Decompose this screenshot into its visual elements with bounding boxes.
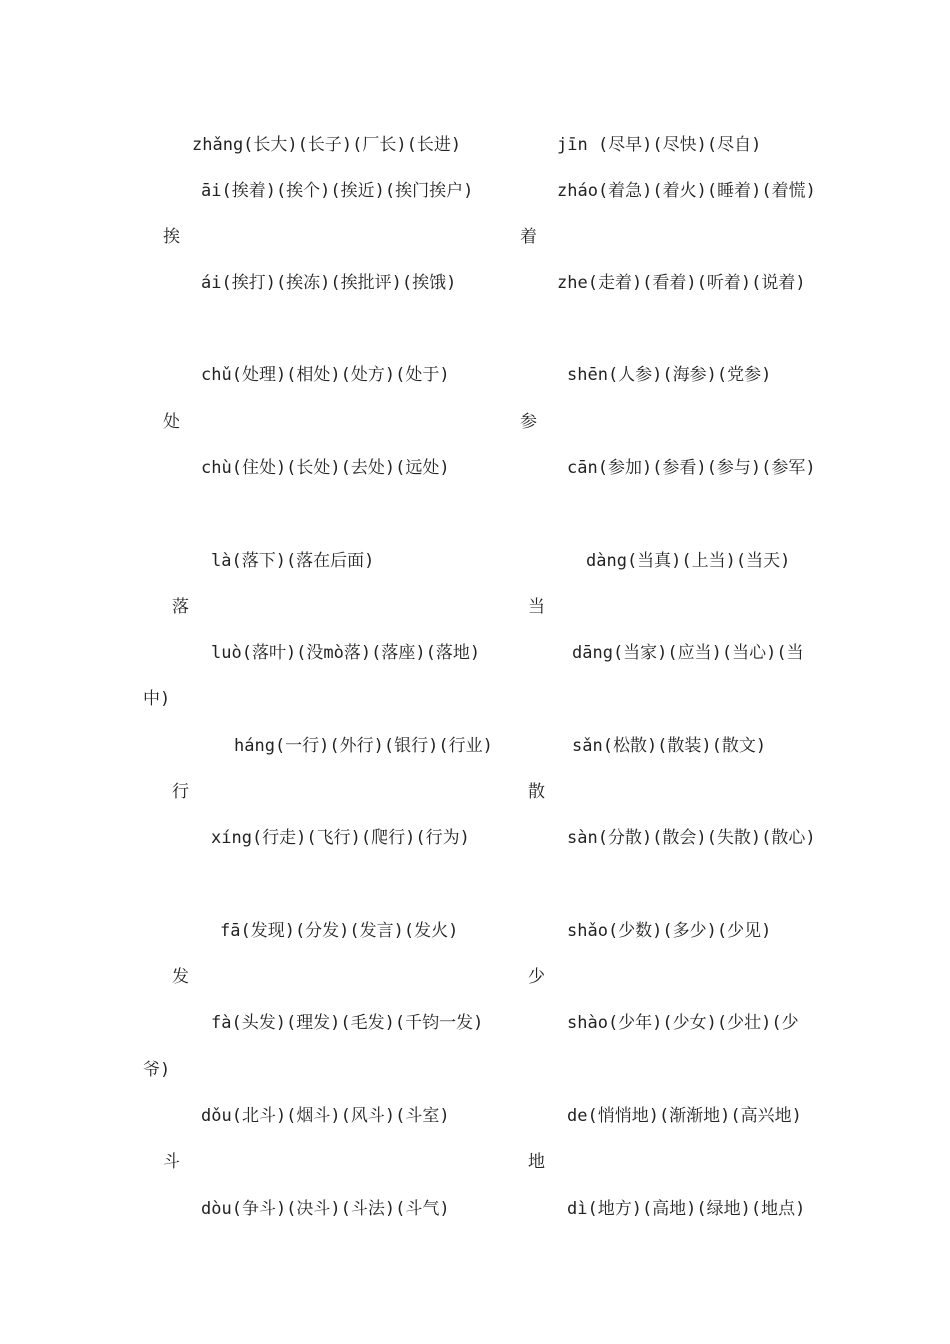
char-luo: 落 bbox=[172, 597, 189, 617]
reading-dou-4: dòu(争斗)(决斗)(斗法)(斗气) bbox=[201, 1199, 450, 1219]
reading-fa-1: fā(发现)(分发)(发言)(发火) bbox=[220, 921, 459, 941]
reading-zhao: zháo(着急)(着火)(睡着)(着慌) bbox=[557, 181, 816, 201]
reading-dang-4: dàng(当真)(上当)(当天) bbox=[586, 551, 791, 571]
reading-la: là(落下)(落在后面) bbox=[211, 551, 375, 571]
reading-zhe: zhe(走着)(看着)(听着)(说着) bbox=[557, 273, 806, 293]
reading-di: dì(地方)(高地)(绿地)(地点) bbox=[567, 1199, 806, 1219]
char-dang: 当 bbox=[528, 597, 545, 617]
reading-luo: luò(落叶)(没mò落)(落座)(落地) bbox=[211, 643, 481, 663]
char-shao: 少 bbox=[528, 967, 545, 987]
reading-dang-1: dāng(当家)(应当)(当心)(当 bbox=[572, 643, 804, 663]
reading-fa-4: fà(头发)(理发)(毛发)(千钧一发) bbox=[211, 1013, 484, 1033]
reading-shao-3: shǎo(少数)(多少)(少见) bbox=[567, 921, 772, 941]
reading-ai-2: ái(挨打)(挨冻)(挨批评)(挨饿) bbox=[201, 273, 457, 293]
reading-chu-1: chǔ(处理)(相处)(处方)(处于) bbox=[201, 365, 450, 385]
char-chu: 处 bbox=[163, 412, 180, 432]
reading-shao-4: shào(少年)(少女)(少壮)(少 bbox=[567, 1013, 799, 1033]
reading-san-4: sàn(分散)(散会)(失散)(散心) bbox=[567, 828, 816, 848]
wrap-shao: 爷) bbox=[143, 1060, 171, 1080]
reading-san-3: sǎn(松散)(散装)(散文) bbox=[572, 736, 767, 756]
char-dou: 斗 bbox=[163, 1152, 180, 1172]
char-ai: 挨 bbox=[163, 227, 180, 247]
reading-jin: jīn (尽早)(尽快)(尽自) bbox=[557, 135, 762, 155]
char-di: 地 bbox=[528, 1152, 545, 1172]
reading-de: de(悄悄地)(渐渐地)(高兴地) bbox=[567, 1106, 802, 1126]
reading-hang: háng(一行)(外行)(银行)(行业) bbox=[234, 736, 493, 756]
reading-chu-2: chù(住处)(长处)(去处)(远处) bbox=[201, 458, 450, 478]
char-san: 散 bbox=[528, 782, 545, 802]
char-zhe: 着 bbox=[520, 227, 537, 247]
char-fa: 发 bbox=[172, 967, 189, 987]
char-xing: 行 bbox=[172, 782, 189, 802]
reading-zhang: zhǎng(长大)(长子)(厂长)(长进) bbox=[192, 135, 462, 155]
reading-shen: shēn(人参)(海参)(党参) bbox=[567, 365, 772, 385]
reading-ai-1: āi(挨着)(挨个)(挨近)(挨门挨户) bbox=[201, 181, 474, 201]
reading-can: cān(参加)(参看)(参与)(参军) bbox=[567, 458, 816, 478]
reading-xing: xíng(行走)(飞行)(爬行)(行为) bbox=[211, 828, 470, 848]
wrap-dang: 中) bbox=[143, 689, 171, 709]
reading-dou-3: dǒu(北斗)(烟斗)(风斗)(斗室) bbox=[201, 1106, 450, 1126]
char-can: 参 bbox=[520, 412, 537, 432]
